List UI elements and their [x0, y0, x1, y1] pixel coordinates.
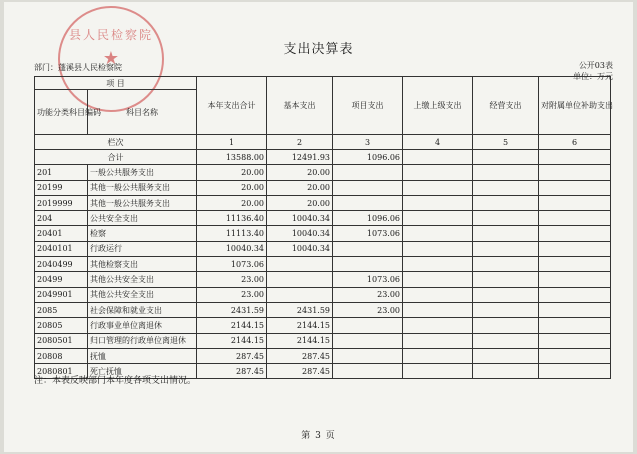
project-cell [333, 195, 403, 210]
table-row [35, 195, 611, 210]
lanci-cell: 4 [403, 135, 473, 150]
business-cell [473, 318, 539, 333]
subsidy-cell [539, 348, 611, 363]
lanci-cell: 2 [267, 135, 333, 150]
total-business [473, 150, 539, 165]
subsidy-cell [539, 287, 611, 302]
subject-name-cell: 其他一般公共服务支出 [88, 180, 197, 195]
basic-cell: 20.00 [267, 180, 333, 195]
project-cell: 1073.06 [333, 272, 403, 287]
basic-cell: 2144.15 [267, 333, 333, 348]
total-cell: 287.45 [197, 348, 267, 363]
total-cell: 2144.15 [197, 333, 267, 348]
func-code-cell: 20808 [35, 348, 88, 363]
upper-cell [403, 302, 473, 317]
footnote: 注：本表反映部门本年度各项支出情况。 [34, 376, 197, 386]
subsidy-cell [539, 195, 611, 210]
business-cell [473, 287, 539, 302]
project-cell [333, 257, 403, 272]
subsidy-cell [539, 257, 611, 272]
func-code-header: 功能分类科目编码 [35, 90, 88, 135]
total-cell: 2431.59 [197, 302, 267, 317]
total-subsidy [539, 150, 611, 165]
func-code-cell: 20401 [35, 226, 88, 241]
subject-name-cell: 其他一般公共服务支出 [88, 195, 197, 210]
total-cell: 1073.06 [197, 257, 267, 272]
basic-cell: 287.45 [267, 348, 333, 363]
business-cell [473, 180, 539, 195]
func-code-cell: 2080501 [35, 333, 88, 348]
subsidy-cell [539, 211, 611, 226]
basic-cell: 10040.34 [267, 226, 333, 241]
subsidy-cell [539, 302, 611, 317]
basic-cell: 2144.15 [267, 318, 333, 333]
func-code-cell: 2085 [35, 302, 88, 317]
subject-name-cell: 一般公共服务支出 [88, 165, 197, 180]
basic-cell [267, 287, 333, 302]
func-code-cell: 204 [35, 211, 88, 226]
project-cell: 23.00 [333, 302, 403, 317]
unit-label: 单位：万元 [573, 72, 613, 81]
subject-name-cell: 其他公共安全支出 [88, 272, 197, 287]
total-upper [403, 150, 473, 165]
upper-cell [403, 364, 473, 379]
upper-header: 上缴上级支出 [403, 77, 473, 135]
subject-name-cell: 行政运行 [88, 241, 197, 256]
table-row [35, 318, 611, 333]
business-cell [473, 195, 539, 210]
subsidy-cell [539, 272, 611, 287]
total-cell: 287.45 [197, 364, 267, 379]
basic-cell: 20.00 [267, 195, 333, 210]
business-cell [473, 272, 539, 287]
total-cell: 10040.34 [197, 241, 267, 256]
project-cell: 23.00 [333, 287, 403, 302]
upper-cell [403, 241, 473, 256]
business-cell [473, 257, 539, 272]
lanci-cell: 1 [197, 135, 267, 150]
project-cell [333, 364, 403, 379]
table-row [35, 241, 611, 256]
upper-cell [403, 226, 473, 241]
total-cell: 11136.40 [197, 211, 267, 226]
table-row [35, 287, 611, 302]
project-cell: 1073.06 [333, 226, 403, 241]
total-cell: 23.00 [197, 272, 267, 287]
project-cell [333, 180, 403, 195]
upper-cell [403, 195, 473, 210]
basic-cell: 2431.59 [267, 302, 333, 317]
table-row [35, 333, 611, 348]
table-row [35, 348, 611, 363]
total-cell: 20.00 [197, 165, 267, 180]
basic-cell: 287.45 [267, 364, 333, 379]
table-row [35, 272, 611, 287]
business-cell [473, 165, 539, 180]
total-basic: 12491.93 [267, 150, 333, 165]
upper-cell [403, 211, 473, 226]
business-cell [473, 333, 539, 348]
lanci-cell: 5 [473, 135, 539, 150]
subsidy-cell [539, 333, 611, 348]
project-cell [333, 241, 403, 256]
basic-cell: 10040.34 [267, 211, 333, 226]
table-row [35, 211, 611, 226]
subsidy-cell [539, 165, 611, 180]
upper-cell [403, 165, 473, 180]
subject-name-cell: 检察 [88, 226, 197, 241]
subject-name-header: 科目名称 [88, 90, 197, 135]
page-title: 支出决算表 [283, 42, 354, 57]
basic-header: 基本支出 [267, 77, 333, 135]
business-cell [473, 364, 539, 379]
total-amount: 13588.00 [197, 150, 267, 165]
business-header: 经营支出 [473, 77, 539, 135]
total-cell: 23.00 [197, 287, 267, 302]
func-code-cell: 2040499 [35, 257, 88, 272]
upper-cell [403, 257, 473, 272]
expenditure-table [34, 76, 614, 379]
upper-cell [403, 180, 473, 195]
func-code-cell: 2040101 [35, 241, 88, 256]
seal-star-icon: ★ [102, 48, 120, 69]
business-cell [473, 226, 539, 241]
func-code-cell: 20199 [35, 180, 88, 195]
subject-name-cell: 抚恤 [88, 348, 197, 363]
form-code: 公开03表 [578, 61, 613, 70]
basic-cell [267, 257, 333, 272]
total-label: 合计 [35, 150, 197, 165]
func-code-cell: 2049901 [35, 287, 88, 302]
subject-name-cell: 归口管理的行政单位离退休 [88, 333, 197, 348]
business-cell [473, 211, 539, 226]
upper-cell [403, 333, 473, 348]
upper-cell [403, 272, 473, 287]
basic-cell [267, 272, 333, 287]
project-cell [333, 165, 403, 180]
page-number: 第 3 页 [301, 431, 336, 441]
subsidy-header: 对附属单位补助支出 [539, 77, 611, 135]
subject-name-cell: 死亡抚恤 [88, 364, 197, 379]
subsidy-cell [539, 318, 611, 333]
subject-name-cell: 其他检察支出 [88, 257, 197, 272]
func-code-cell: 2080801 [35, 364, 88, 379]
subsidy-cell [539, 241, 611, 256]
table-row [35, 257, 611, 272]
subject-name-cell: 行政事业单位离退休 [88, 318, 197, 333]
basic-cell: 20.00 [267, 165, 333, 180]
func-code-cell: 201 [35, 165, 88, 180]
total-cell: 20.00 [197, 195, 267, 210]
project-cell [333, 318, 403, 333]
subsidy-cell [539, 226, 611, 241]
department-value: 蓬溪县人民检察院 [58, 63, 122, 72]
total-header: 本年支出合计 [197, 77, 267, 135]
item-header: 项 目 [35, 77, 197, 90]
department-label: 部门： [34, 63, 58, 72]
subsidy-cell [539, 364, 611, 379]
subsidy-cell [539, 180, 611, 195]
total-cell: 2144.15 [197, 318, 267, 333]
business-cell [473, 241, 539, 256]
lanci-label: 栏次 [35, 135, 197, 150]
subject-name-cell: 社会保障和就业支出 [88, 302, 197, 317]
table-row [35, 165, 611, 180]
project-cell [333, 333, 403, 348]
project-header: 项目支出 [333, 77, 403, 135]
upper-cell [403, 348, 473, 363]
table-row [35, 226, 611, 241]
department-line [34, 62, 122, 73]
upper-cell [403, 287, 473, 302]
total-row [35, 150, 611, 165]
project-cell: 1096.06 [333, 211, 403, 226]
business-cell [473, 302, 539, 317]
total-project: 1096.06 [333, 150, 403, 165]
project-cell [333, 348, 403, 363]
table-row [35, 302, 611, 317]
subject-name-cell: 其他公共安全支出 [88, 287, 197, 302]
table-row [35, 180, 611, 195]
func-code-cell: 20499 [35, 272, 88, 287]
lanci-cell: 3 [333, 135, 403, 150]
func-code-cell: 20805 [35, 318, 88, 333]
lanci-cell: 6 [539, 135, 611, 150]
func-code-cell: 2019999 [35, 195, 88, 210]
total-cell: 20.00 [197, 180, 267, 195]
upper-cell [403, 318, 473, 333]
column-index-row [35, 135, 611, 150]
total-cell: 11113.40 [197, 226, 267, 241]
subject-name-cell: 公共安全支出 [88, 211, 197, 226]
business-cell [473, 348, 539, 363]
seal-text: 县人民检察院 [68, 28, 153, 42]
basic-cell: 10040.34 [267, 241, 333, 256]
